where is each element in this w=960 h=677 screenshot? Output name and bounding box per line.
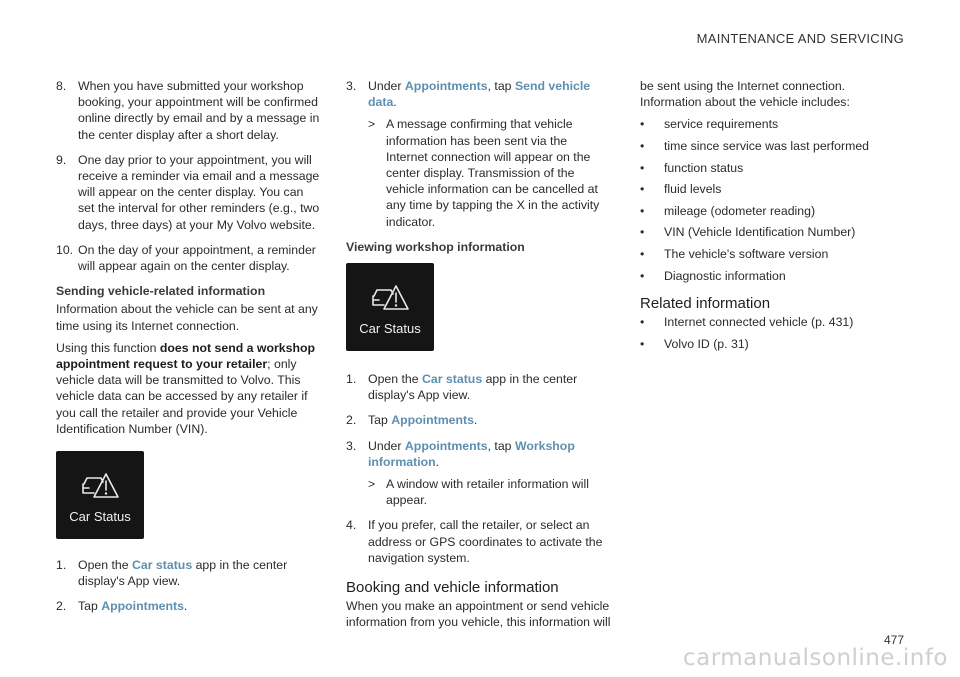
step-number: 2. [56,599,67,614]
related-link[interactable] [640,314,902,330]
step-number: 3. [346,79,357,93]
watermark: carmanualsonline.info [682,645,948,671]
text: Tap [368,413,392,428]
step-text [78,557,322,589]
step-text: If you prefer, call the retailer, or select an address or GPS coordinates to activate the navigation system. [368,518,603,565]
result-text: A window with retailer information will appear. [386,477,589,508]
bullet: • [640,246,645,261]
ui-term-appointments: Appointments [404,438,488,453]
section-heading-booking: Booking and vehicle information [346,579,559,597]
bullet: • [640,117,645,132]
result-arrow: > [368,477,376,492]
list-item [640,203,902,219]
text: Tap [78,599,102,614]
list-item [640,138,902,154]
vehicle-info-list [640,116,902,283]
ui-term-workshop-information: Workshop information [368,438,575,469]
car-status-warning-icon [80,471,120,501]
step-text [368,412,612,428]
step-8 [56,78,322,143]
bullet: • [640,160,645,175]
related-link[interactable] [640,336,902,352]
paragraph-with-bold [56,340,322,437]
list-item-text: fluid levels [664,182,722,197]
running-header: MAINTENANCE AND SERVICING [696,31,904,46]
ui-term-appointments: Appointments [101,599,184,614]
step-number: 1. [56,558,67,573]
related-links-list [640,314,902,352]
result-text: A message confirming that vehicle information has been sent via the Internet connection will appear on the center display. Transmission of the vehicle information can be cancelled at any time by tapping the X in the activity indicator. [386,117,600,229]
ui-term-appointments: Appointments [391,413,474,428]
section-heading-viewing: Viewing workshop information [346,239,525,254]
step-1 [346,371,612,403]
list-item-text: The vehicle's software version [664,246,829,261]
bullet: • [640,268,645,283]
step-number: 9. [56,152,67,167]
list-item [640,160,902,176]
ui-term-appointments: Appointments [404,79,488,93]
text: app in the center display's App view. [368,372,578,403]
step-text: On the day of your appointment, a reminder will appear again on the center display. [78,242,316,274]
step-number: 2. [346,413,357,428]
text: Open the [368,372,423,387]
step-text [368,438,612,470]
step-3 [346,438,612,470]
related-link-text[interactable]: Internet connected vehicle (p. 431) [664,314,854,329]
step-text [368,371,612,403]
paragraph: be sent using the Internet connection. Information about the vehicle includes: [640,79,850,110]
bullet: • [640,336,645,351]
text: Using this function [56,340,160,355]
car-status-warning-icon [370,283,410,313]
paragraph: When you make an appointment or send vehicle information from you vehicle, this information will [346,599,611,630]
text: , tap [487,438,515,453]
step-3 [346,78,612,110]
step-2 [346,412,612,428]
step-text [368,78,612,110]
paragraph: Information about the vehicle can be sent at any time using its Internet connection. [56,302,318,333]
car-status-app-tile [346,263,434,351]
tile-label: Car Status [359,320,421,336]
step-number: 1. [346,372,357,387]
list-item [640,268,902,284]
text: ; only vehicle data will be transmitted to Volvo. This vehicle data can be accessed by any retailer if you call the retailer and provide your Vehicle Identification Number (VIN). [56,357,308,436]
step-text [78,598,322,614]
bullet: • [640,314,645,329]
text: Open the [78,558,133,573]
text: , tap [487,79,515,93]
text: Under [368,79,405,93]
bullet: • [640,182,645,197]
result-arrow: > [368,117,376,132]
step-4 [346,517,612,566]
step-text: One day prior to your appointment, you will receive a reminder via email and a message will appear on the center display. You can set the interval for other reminders (e.g., two days, three days) at your My Volvo website. [78,152,320,232]
step-result [368,476,612,508]
step-number: 8. [56,79,67,93]
list-item-text: time since service was last performed [664,139,870,153]
text: . [435,454,440,469]
bullet: • [640,203,645,218]
step-number: 3. [346,438,357,453]
list-item [640,116,902,132]
related-link-text[interactable]: Volvo ID (p. 31) [664,336,749,351]
step-1 [56,557,322,589]
column-3 [640,78,902,357]
text: app in the center display's App view. [78,558,288,589]
column-1 [56,78,322,624]
car-status-app-tile [56,451,144,539]
page-number: 477 [883,633,904,647]
list-item-text: service requirements [664,117,779,132]
step-text: When you have submitted your workshop booking, your appointment will be confirmed online directly by email and by a message in the center display after a short delay. [78,79,320,142]
ui-term-send-vehicle-data: Send vehicle data [368,79,591,110]
step-number: 4. [346,518,357,533]
step-9 [56,152,322,233]
ui-term-car-status: Car status [422,372,483,387]
tile-label: Car Status [69,508,131,524]
list-item-text: Diagnostic information [664,268,786,283]
column-2 [346,78,612,637]
step-number: 10. [56,242,74,257]
text: . [393,95,397,110]
bullet: • [640,139,645,153]
section-heading-related: Related information [640,294,771,312]
list-item [640,224,902,240]
text: Under [368,438,405,453]
text: . [183,599,188,614]
bold-text: does not send a workshop appointment request to your retailer [56,340,316,372]
step-result [368,116,612,229]
list-item-text: mileage (odometer reading) [664,203,816,218]
text: . [473,413,478,428]
ui-term-car-status: Car status [132,558,193,573]
step-10 [56,242,322,274]
list-item-text: function status [664,160,744,175]
section-heading-sending: Sending vehicle-related information [56,284,266,299]
step-2 [56,598,322,614]
list-item-text: VIN (Vehicle Identification Number) [664,225,856,240]
list-item [640,181,902,197]
list-item [640,246,902,262]
bullet: • [640,225,645,240]
